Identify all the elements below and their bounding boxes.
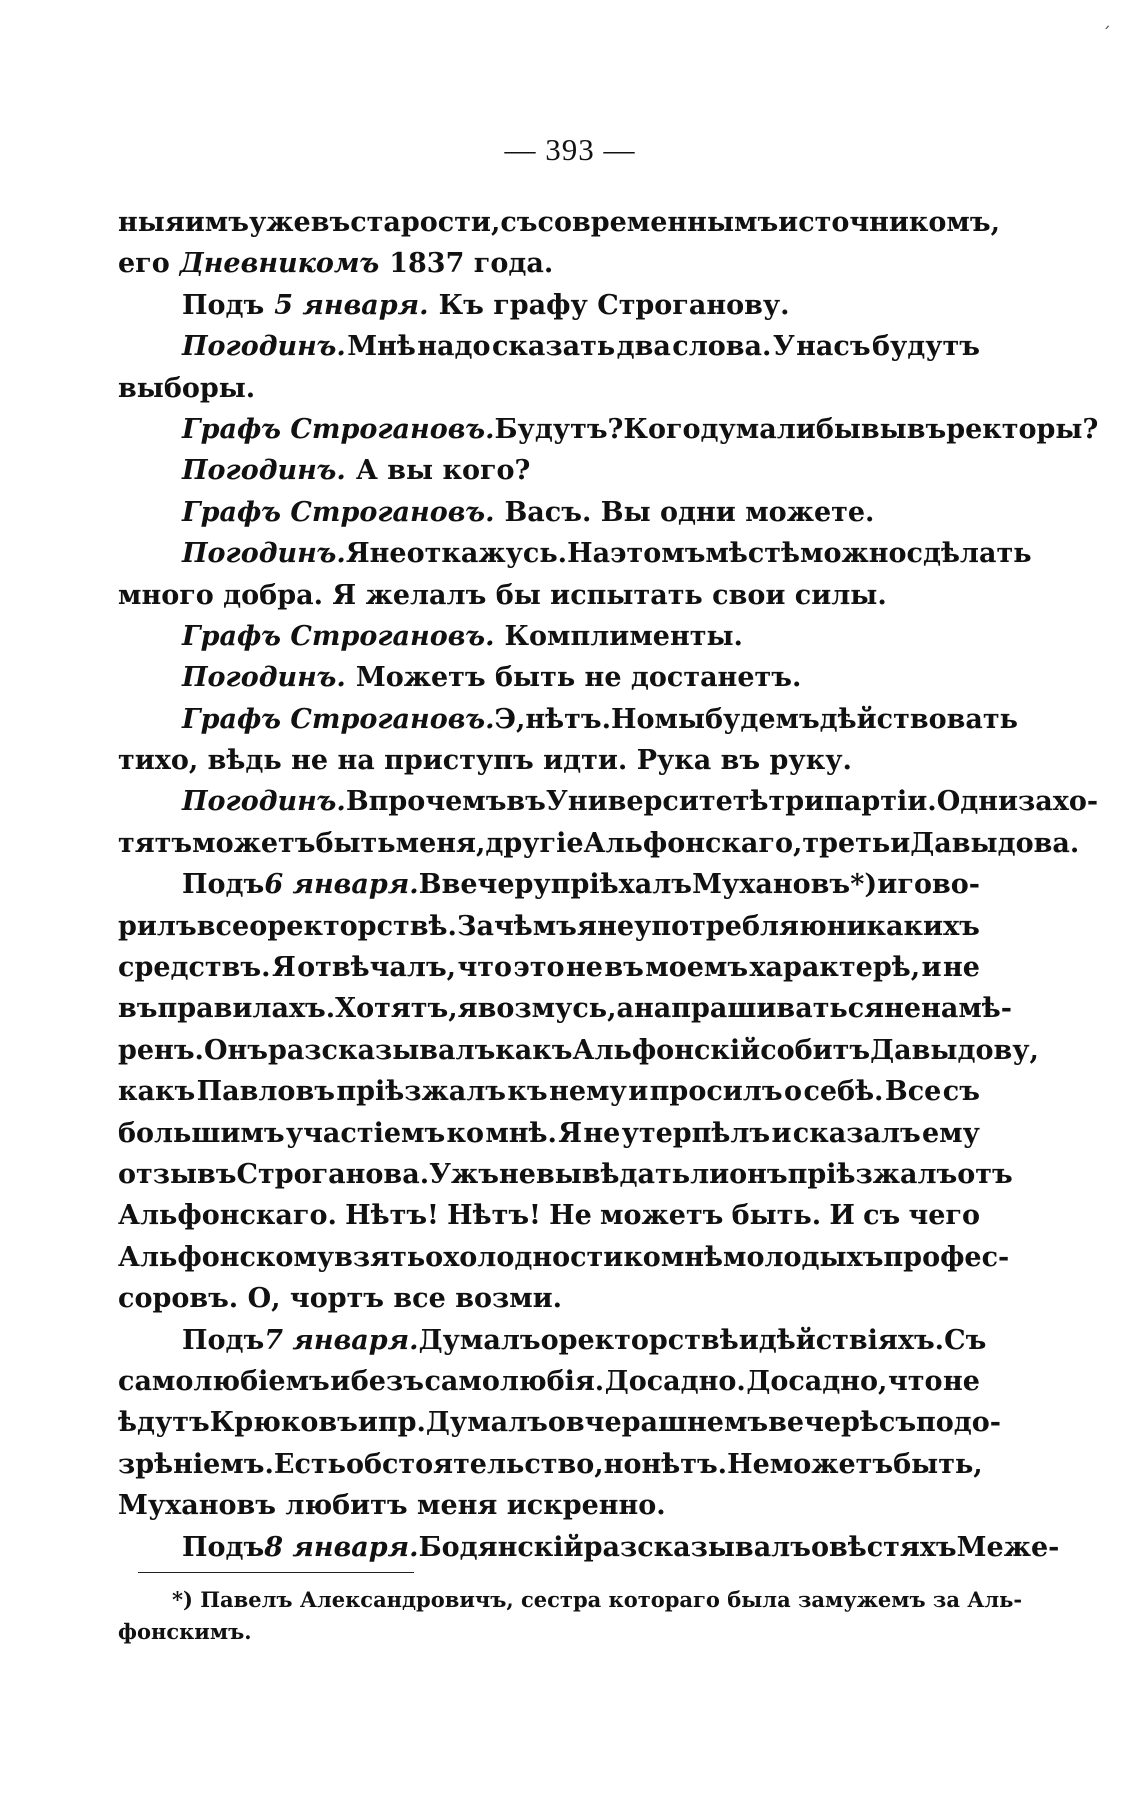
word: ему — [922, 1117, 980, 1149]
text-line — [118, 988, 1012, 1029]
italic-phrase: Погодинъ. — [182, 331, 346, 363]
word: рилъ — [118, 910, 197, 942]
word: Я — [345, 538, 370, 570]
word: не — [597, 910, 635, 942]
text-line — [118, 1527, 1060, 1568]
word: съ — [878, 1407, 917, 1439]
word: современнымъ — [537, 207, 779, 238]
italic-phrase: 8 января. — [264, 1531, 419, 1563]
word: Нѣтъ! — [345, 1200, 439, 1232]
word: самолюбія. — [424, 1365, 605, 1397]
text-phrase: выборы. — [118, 372, 256, 404]
text-phrase: соровъ. О, чортъ все возми. — [118, 1283, 563, 1315]
word: мнѣ. — [485, 1117, 557, 1149]
word: уже — [248, 207, 311, 238]
word: ко — [446, 1117, 485, 1149]
word: дѣйствовать — [819, 703, 1018, 735]
word: сдѣлать — [906, 538, 1032, 570]
word: не — [583, 1117, 621, 1149]
text-line — [118, 368, 980, 409]
word: ныя — [118, 207, 185, 238]
text-line — [118, 326, 980, 367]
word: быть — [315, 827, 396, 859]
word: можно — [800, 538, 907, 570]
text-line — [118, 1361, 980, 1402]
word: Ввечеру — [418, 869, 551, 901]
word: сказать — [491, 331, 616, 363]
text-phrase: Мухановъ любитъ меня искренно. — [118, 1490, 666, 1522]
word: У — [772, 331, 795, 363]
text-line — [118, 1278, 980, 1319]
text-line — [118, 947, 980, 988]
scan-mark: ˊ — [1102, 24, 1111, 45]
word: что — [457, 952, 512, 984]
word: думали — [700, 413, 816, 445]
page-number: — 393 — — [504, 132, 636, 167]
word: все — [196, 910, 250, 942]
word: холодности — [443, 1241, 624, 1273]
word: какъ — [495, 1034, 573, 1066]
word: съ — [942, 1076, 980, 1108]
text-line — [118, 906, 980, 947]
word: Все — [884, 1076, 942, 1108]
word: употребляю — [634, 910, 827, 942]
word: о — [783, 1076, 802, 1108]
word: можетъ — [192, 827, 316, 859]
word: Будутъ? — [494, 413, 624, 445]
word: утерпѣлъ — [621, 1117, 771, 1149]
word: откажусь. — [406, 538, 568, 570]
text-line — [118, 285, 980, 326]
text-line — [118, 823, 1080, 864]
word: Меже- — [956, 1531, 1060, 1563]
word: Кого — [623, 413, 701, 445]
word: мѣстѣ — [705, 538, 801, 570]
text-line — [118, 202, 1000, 243]
word: Крюковъ — [209, 1407, 358, 1439]
word: Есть — [273, 1448, 346, 1480]
text-line — [118, 1154, 1013, 1195]
word: не — [884, 993, 922, 1025]
word: Альфонскому — [118, 1241, 335, 1273]
word: бы — [815, 413, 861, 445]
italic-phrase: Погодинъ. — [182, 455, 346, 487]
word: не — [565, 952, 603, 984]
word: пріѣзжалъ — [787, 1158, 958, 1190]
word: имъ — [184, 207, 249, 238]
word: Я — [271, 952, 296, 984]
italic-phrase: Графъ Строгановъ. — [182, 413, 495, 445]
word: Ужъ — [429, 1158, 499, 1190]
word: Мухановъ — [692, 869, 851, 901]
word: молодыхъ — [723, 1241, 884, 1273]
word: Подъ — [182, 1531, 265, 1563]
word: вечерѣ — [768, 1407, 879, 1439]
text-line — [118, 492, 980, 533]
word: никакихъ — [826, 910, 980, 942]
word: Не — [549, 1200, 592, 1232]
word: будемъ — [705, 703, 820, 735]
word: въ — [310, 207, 351, 238]
italic-phrase: 7 января. — [264, 1324, 419, 1356]
text-line — [118, 1402, 1002, 1443]
word: взять — [334, 1241, 426, 1273]
text-line — [118, 409, 1099, 450]
word: съ — [863, 1200, 901, 1232]
word: не — [369, 538, 407, 570]
word: Строганова. — [236, 1158, 430, 1190]
word: ректорствѣ — [558, 1324, 739, 1356]
word: участіемъ — [285, 1117, 446, 1149]
word: третьи — [802, 827, 911, 859]
word: не — [943, 1365, 980, 1397]
word: ко — [623, 1241, 661, 1273]
word: въ — [506, 786, 546, 818]
word: ректоры? — [946, 413, 1099, 445]
word: гово- — [897, 869, 980, 901]
text-phrase: Можетъ быть не достанетъ. — [355, 662, 802, 694]
word: въ — [906, 413, 947, 445]
word: въ — [118, 993, 158, 1025]
word: и — [771, 1117, 792, 1149]
word: Подъ — [182, 869, 265, 901]
text-line — [118, 699, 1018, 740]
word: вы — [860, 413, 907, 445]
word: быть, — [893, 1448, 983, 1480]
word: Хотятъ, — [335, 993, 458, 1025]
word: собитъ — [760, 1034, 871, 1066]
word: Университетѣ — [545, 786, 769, 818]
text-phrase: Къ графу Строганову. — [438, 289, 790, 321]
word: и — [330, 1365, 351, 1397]
text-phrase: Васъ. Вы одни можете. — [504, 496, 875, 528]
italic-phrase: Графъ Строгановъ. — [182, 703, 495, 735]
word: самолюбіемъ — [118, 1365, 330, 1397]
word: вѣстяхъ — [828, 1531, 957, 1563]
text-line — [118, 1195, 980, 1236]
text-line — [118, 781, 1099, 822]
text-phrase: много добра. Я желалъ бы испытать свои силы. — [118, 579, 887, 611]
text-phrase: Комплименты. — [504, 620, 743, 652]
word: пр. — [377, 1407, 426, 1439]
text-line — [118, 1320, 987, 1361]
text-line — [118, 1071, 980, 1112]
word: Нѣтъ! — [447, 1200, 541, 1232]
text-phrase: Подъ — [182, 289, 265, 321]
word: безъ — [350, 1365, 424, 1397]
word: *) — [850, 869, 878, 901]
text-phrase: его — [118, 248, 170, 280]
text-phrase: 1837 года. — [389, 248, 554, 280]
word: моемъ — [645, 952, 749, 984]
word: мнѣ — [660, 1241, 724, 1273]
word: Думалъ — [425, 1407, 548, 1439]
text-phrase: тихо, вѣдь не на приступъ идти. Рука въ руку. — [118, 745, 852, 777]
italic-phrase: 5 января. — [274, 289, 429, 321]
word: средствъ. — [118, 952, 271, 984]
word: ли — [690, 1158, 730, 1190]
word: Давыдову, — [870, 1034, 1039, 1066]
word: о — [810, 1531, 829, 1563]
word: ренъ. — [118, 1034, 204, 1066]
word: быть. — [731, 1200, 822, 1232]
word: характерѣ, — [749, 952, 921, 984]
italic-phrase: Погодинъ. — [182, 662, 346, 694]
word: зрѣніемъ. — [118, 1448, 274, 1480]
footnote — [118, 1584, 1023, 1648]
word: въ — [604, 952, 644, 984]
word: Онъ — [203, 1034, 268, 1066]
word: намѣ- — [921, 993, 1012, 1025]
word: это — [513, 952, 565, 984]
text-line — [118, 864, 980, 905]
word: пріѣхалъ — [550, 869, 693, 901]
italic-phrase: Графъ Строгановъ. — [182, 496, 495, 528]
word: На — [567, 538, 611, 570]
word: отъ — [957, 1158, 1013, 1190]
word: захо- — [1018, 786, 1099, 818]
word: нѣтъ. — [525, 703, 611, 735]
word: и — [921, 952, 942, 984]
word: обстоятельство, — [345, 1448, 604, 1480]
text-phrase: А вы кого? — [355, 455, 531, 487]
text-line — [118, 450, 980, 491]
italic-phrase: Дневникомъ — [179, 248, 380, 280]
word: нѣтъ. — [641, 1448, 728, 1480]
word: пріѣзжалъ — [336, 1076, 506, 1108]
word: ректорствѣ. — [267, 910, 457, 942]
word: можетъ — [769, 1448, 894, 1480]
word: не — [498, 1158, 536, 1190]
word: возмусь, — [477, 993, 617, 1025]
word: Бодянскій — [418, 1531, 584, 1563]
word: разсказывалъ — [583, 1531, 811, 1563]
word: нему — [549, 1076, 627, 1108]
word: правилахъ. — [157, 993, 336, 1025]
word: слова. — [672, 331, 772, 363]
word: мы — [654, 703, 706, 735]
word: и — [357, 1407, 378, 1439]
word: я — [577, 910, 597, 942]
word: вывѣдать — [535, 1158, 691, 1190]
word: Э, — [494, 703, 526, 735]
word: Альфонскаго, — [583, 827, 803, 859]
word: какъ — [118, 1076, 196, 1108]
footnote-text-2: фонскимъ. — [118, 1619, 252, 1644]
word: съ — [500, 207, 538, 238]
word: но — [603, 1448, 642, 1480]
word: я — [457, 993, 478, 1025]
word: этомъ — [610, 538, 706, 570]
main-text — [118, 202, 1099, 1568]
word: будутъ — [871, 331, 980, 363]
text-line — [118, 657, 980, 698]
word: профес- — [883, 1241, 1010, 1273]
word: можетъ — [600, 1200, 724, 1232]
word: Мнѣ — [347, 331, 416, 363]
word: Подъ — [182, 1324, 265, 1356]
word: старости, — [350, 207, 501, 238]
word: Но — [610, 703, 655, 735]
text-line — [118, 575, 980, 616]
word: три — [768, 786, 825, 818]
text-line — [118, 1444, 983, 1485]
footnote-divider — [138, 1572, 414, 1573]
text-line — [118, 243, 980, 284]
word: а — [616, 993, 634, 1025]
word: отзывъ — [118, 1158, 237, 1190]
word: къ — [507, 1076, 548, 1108]
italic-phrase: 6 января. — [264, 869, 419, 901]
word: и — [738, 1324, 759, 1356]
word: ѣдутъ — [118, 1407, 210, 1439]
word: Зачѣмъ — [457, 910, 577, 942]
word: что — [887, 1365, 943, 1397]
word: о — [547, 1407, 566, 1439]
word: насъ — [796, 331, 871, 363]
footnote-line — [118, 1584, 1023, 1616]
word: Думалъ — [418, 1324, 541, 1356]
word: партіи. — [824, 786, 937, 818]
word: о — [425, 1241, 444, 1273]
word: чего — [908, 1200, 980, 1232]
text-line — [118, 740, 980, 781]
text-line — [118, 1237, 1010, 1278]
footnote-text-1: *) Павелъ Александровичъ, сестра котораго была замужемъ за Аль- — [172, 1587, 1023, 1612]
italic-phrase: Погодинъ. — [182, 786, 346, 818]
word: просилъ — [649, 1076, 783, 1108]
italic-phrase: Погодинъ. — [182, 538, 346, 570]
word: себѣ. — [803, 1076, 884, 1108]
italic-phrase: Графъ Строгановъ. — [182, 620, 495, 652]
word: напрашиваться — [634, 993, 885, 1025]
word: о — [540, 1324, 559, 1356]
word: Я — [558, 1117, 583, 1149]
word: И — [829, 1200, 855, 1232]
word: разсказывалъ — [267, 1034, 496, 1066]
word: Досадно. — [604, 1365, 746, 1397]
word: Одни — [936, 786, 1019, 818]
text-line — [118, 1485, 980, 1526]
word: Давыдова. — [910, 827, 1080, 859]
word: меня, — [395, 827, 486, 859]
word: Съ — [944, 1324, 987, 1356]
word: и — [877, 869, 898, 901]
word: Павловъ — [196, 1076, 335, 1108]
word: сказалъ — [792, 1117, 921, 1149]
text-line — [118, 533, 1032, 574]
word: Альфонскаго. — [118, 1200, 337, 1232]
word: подо- — [916, 1407, 1002, 1439]
word: вчерашнемъ — [565, 1407, 769, 1439]
word: надо — [417, 331, 491, 363]
text-line — [118, 1113, 980, 1154]
word: Альфонскій — [572, 1034, 761, 1066]
word: онъ — [729, 1158, 788, 1190]
word: и — [628, 1076, 649, 1108]
footnote-line — [118, 1616, 980, 1648]
word: Впрочемъ — [345, 786, 507, 818]
text-line — [118, 1030, 1039, 1071]
word: Не — [727, 1448, 770, 1480]
word: другіе — [485, 827, 584, 859]
word: Досадно, — [746, 1365, 888, 1397]
text-line — [118, 616, 980, 657]
word: отвѣчалъ, — [297, 952, 457, 984]
word: тятъ — [118, 827, 193, 859]
word: два — [616, 331, 671, 363]
word: источникомъ, — [778, 207, 1000, 238]
word: большимъ — [118, 1117, 285, 1149]
word: о — [249, 910, 268, 942]
word: не — [942, 952, 980, 984]
word: дѣйствіяхъ. — [758, 1324, 945, 1356]
